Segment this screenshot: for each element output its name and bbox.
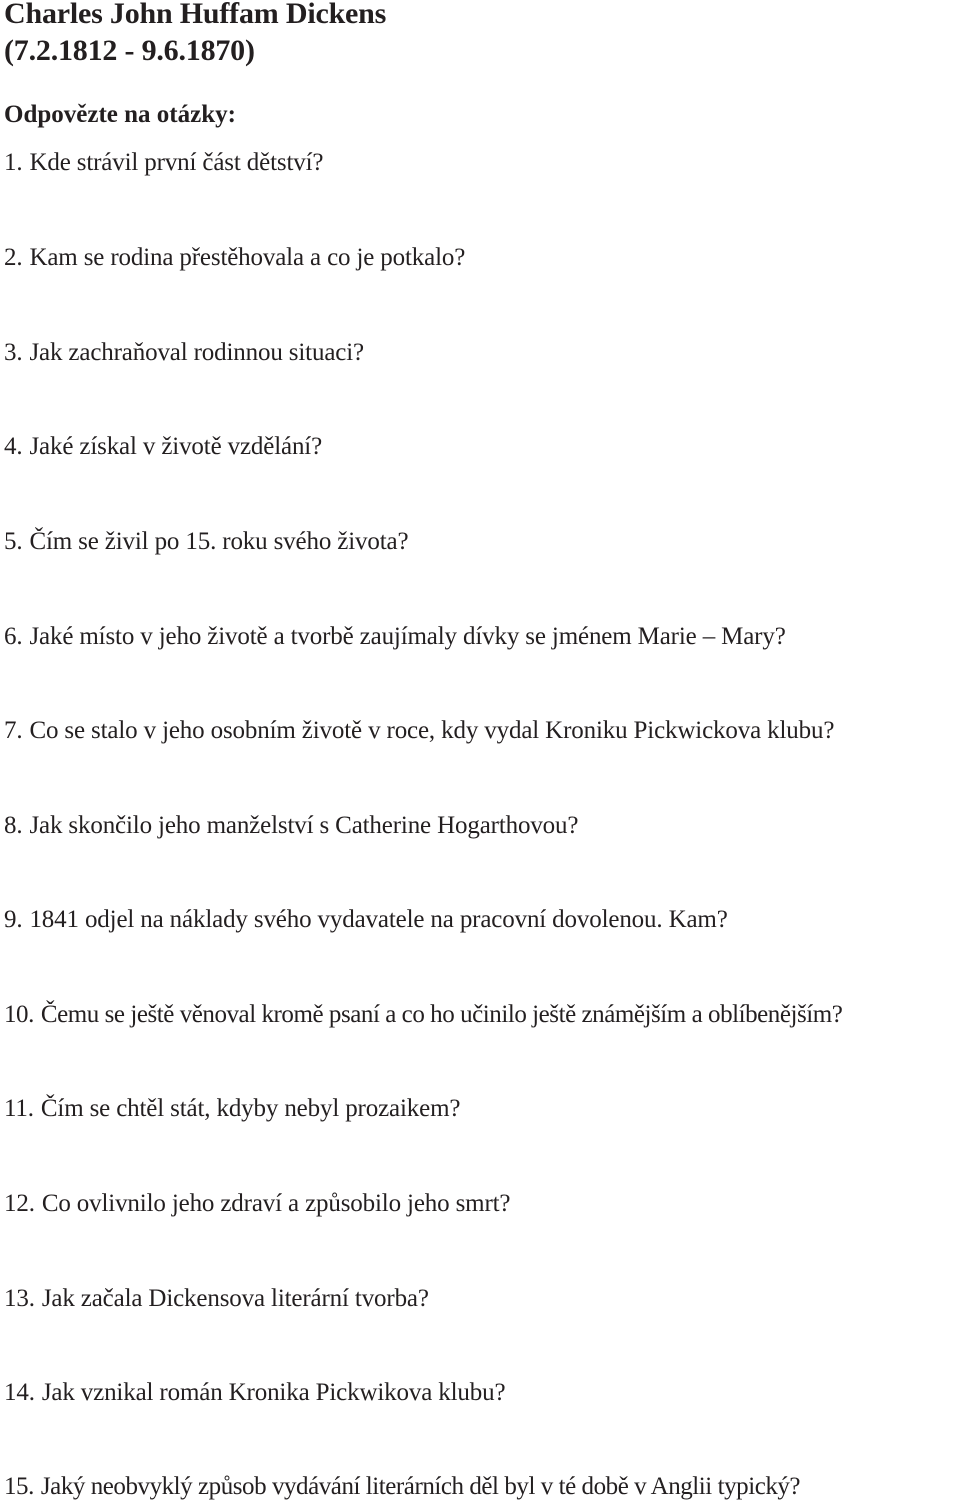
- question-text: Co se stalo v jeho osobním životě v roce, kdy vydal Kroniku Pickwickova klubu?: [29, 717, 835, 744]
- question-text: Co ovlivnilo jeho zdraví a způsobilo jeho smrt?: [41, 1190, 511, 1217]
- question-number: 9.: [4, 906, 23, 933]
- question-text: Jaké získal v životě vzdělání?: [29, 433, 323, 460]
- question-item: [4, 148, 323, 178]
- question-number: 14.: [4, 1379, 35, 1406]
- question-item: [4, 622, 786, 652]
- question-number: 13.: [4, 1285, 35, 1312]
- question-item: [4, 811, 578, 841]
- question-text: Kde strávil první část dětství?: [29, 149, 324, 176]
- question-text: Čím se živil po 15. roku svého života?: [29, 528, 409, 555]
- question-item: [4, 527, 408, 557]
- question-text: Čím se chtěl stát, kdyby nebyl prozaikem?: [40, 1095, 461, 1122]
- question-item: [4, 1378, 505, 1408]
- question-number: 12.: [4, 1190, 35, 1217]
- question-item: [4, 1472, 800, 1502]
- question-item: [4, 1284, 429, 1314]
- question-number: 2.: [4, 244, 23, 271]
- question-item: [4, 432, 322, 462]
- question-number: 5.: [4, 528, 23, 555]
- title-dates: (7.2.1812 - 9.6.1870): [4, 34, 255, 67]
- question-item: [4, 1189, 510, 1219]
- question-item: [4, 243, 465, 273]
- question-number: 3.: [4, 339, 23, 366]
- question-number: 6.: [4, 623, 23, 650]
- question-number: 4.: [4, 433, 23, 460]
- question-item: [4, 905, 728, 935]
- questions-heading: Odpovězte na otázky:: [4, 101, 236, 128]
- question-text: Čemu se ještě věnoval kromě psaní a co ho učinilo ještě známějším a oblíbenějším?: [40, 1001, 843, 1028]
- question-number: 10.: [4, 1001, 34, 1028]
- question-item: [4, 716, 834, 746]
- question-number: 1.: [4, 149, 23, 176]
- question-text: Jak vznikal román Kronika Pickwikova klubu?: [41, 1379, 506, 1406]
- question-text: Kam se rodina přestěhovala a co je potkalo?: [29, 244, 466, 271]
- question-number: 15.: [4, 1473, 34, 1500]
- question-text: Jak skončilo jeho manželství s Catherine Hogarthovou?: [29, 812, 579, 839]
- question-number: 8.: [4, 812, 23, 839]
- question-number: 7.: [4, 717, 23, 744]
- title-name: Charles John Huffam Dickens: [4, 0, 387, 30]
- question-text: Jak zachraňoval rodinnou situaci?: [29, 339, 364, 366]
- question-text: Jak začala Dickensova literární tvorba?: [41, 1285, 429, 1312]
- question-text: Jaký neobvyklý způsob vydávání literárních děl byl v té době v Anglii typický?: [40, 1473, 801, 1500]
- question-text: 1841 odjel na náklady svého vydavatele na pracovní dovolenou. Kam?: [29, 906, 728, 933]
- question-item: [4, 1000, 842, 1030]
- question-item: [4, 338, 364, 368]
- question-text: Jaké místo v jeho životě a tvorbě zaujímaly dívky se jménem Marie – Mary?: [29, 623, 786, 650]
- question-number: 11.: [4, 1095, 34, 1122]
- question-item: [4, 1094, 460, 1124]
